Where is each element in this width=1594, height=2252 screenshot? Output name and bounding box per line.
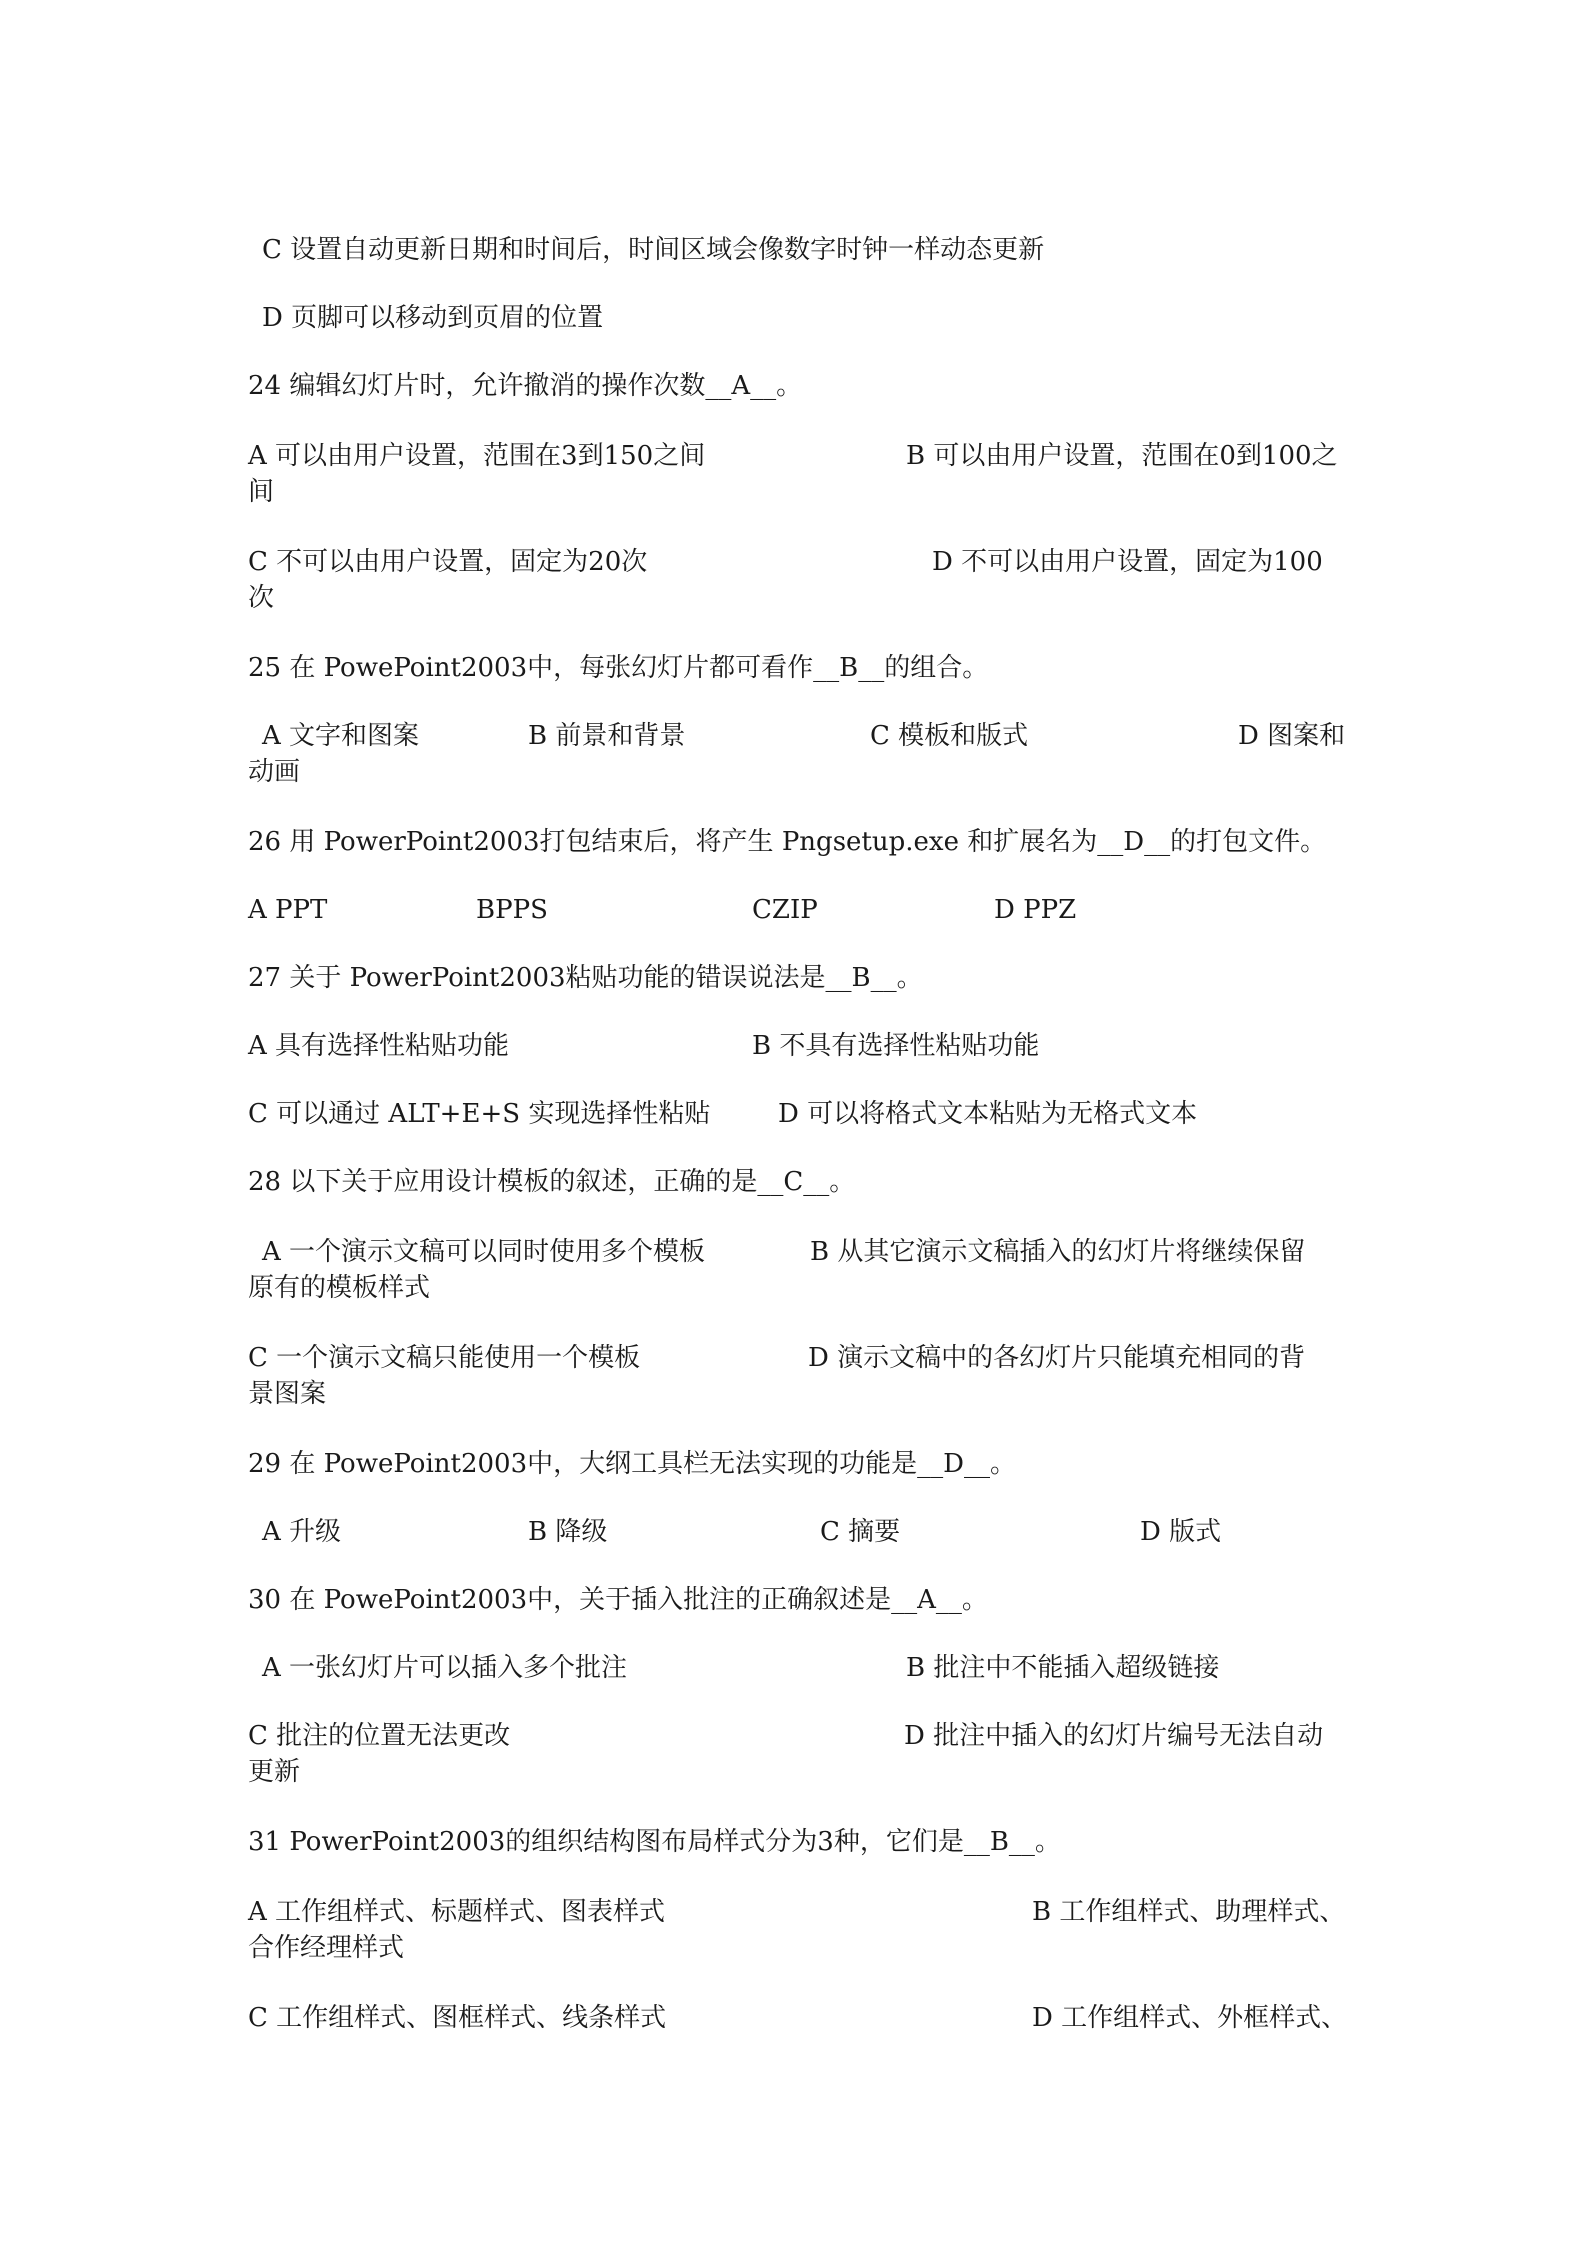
q28-option-b: B 从其它演示文稿插入的幻灯片将继续保留	[810, 1237, 1306, 1267]
q26-option-d: D PPZ	[994, 895, 1077, 925]
q30-option-c: C 批注的位置无法更改	[248, 1721, 511, 1751]
q25-option-d-wrap: 动画	[248, 757, 301, 787]
q27-stem: 27 关于 PowerPoint2003粘贴功能的错误说法是__B__。	[248, 963, 923, 993]
q28-option-c: C 一个演示文稿只能使用一个模板	[248, 1343, 641, 1373]
q30-option-d: D 批注中插入的幻灯片编号无法自动	[904, 1721, 1324, 1751]
q24-option-a: A 可以由用户设置，范围在3到150之间	[248, 441, 706, 471]
q25-stem: 25 在 PowePoint2003中，每张幻灯片都可看作__B__的组合。	[248, 653, 989, 683]
q30-option-d-wrap: 更新	[248, 1757, 301, 1787]
q31-option-b-wrap: 合作经理样式	[248, 1933, 405, 1963]
q27-option-b: B 不具有选择性粘贴功能	[752, 1031, 1040, 1061]
q23-option-c: C 设置自动更新日期和时间后，时间区域会像数字时钟一样动态更新	[262, 235, 1045, 265]
q23-option-d: D 页脚可以移动到页眉的位置	[262, 303, 604, 333]
q24-stem: 24 编辑幻灯片时，允许撤消的操作次数__A__。	[248, 371, 803, 401]
q30-option-b: B 批注中不能插入超级链接	[906, 1653, 1220, 1683]
q28-option-a: A 一个演示文稿可以同时使用多个模板	[262, 1237, 706, 1267]
q26-option-a: A PPT	[248, 895, 328, 925]
q28-option-b-wrap: 原有的模板样式	[248, 1273, 431, 1303]
q30-option-a: A 一张幻灯片可以插入多个批注	[262, 1653, 628, 1683]
q29-option-d: D 版式	[1140, 1517, 1222, 1547]
q24-option-b: B 可以由用户设置，范围在0到100之	[906, 441, 1338, 471]
q24-option-b-wrap: 间	[248, 477, 275, 507]
q28-stem: 28 以下关于应用设计模板的叙述，正确的是__C__。	[248, 1167, 856, 1197]
q24-option-d-wrap: 次	[248, 583, 275, 613]
q26-stem: 26 用 PowerPoint2003打包结束后，将产生 Pngsetup.exe 和扩展名为__D__的打包文件。	[248, 827, 1327, 857]
q26-option-c: CZIP	[752, 895, 818, 925]
q29-option-b: B 降级	[528, 1517, 608, 1547]
q25-option-d: D 图案和	[1238, 721, 1346, 751]
q27-option-a: A 具有选择性粘贴功能	[248, 1031, 510, 1061]
q31-stem: 31 PowerPoint2003的组织结构图布局样式分为3种，它们是__B__。	[248, 1827, 1061, 1857]
q25-option-c: C 模板和版式	[870, 721, 1029, 751]
q29-option-c: C 摘要	[820, 1517, 901, 1547]
q29-option-a: A 升级	[262, 1517, 342, 1547]
q24-option-c: C 不可以由用户设置，固定为20次	[248, 547, 648, 577]
q24-option-d: D 不可以由用户设置，固定为100	[932, 547, 1323, 577]
q25-option-b: B 前景和背景	[528, 721, 686, 751]
q31-option-c: C 工作组样式、图框样式、线条样式	[248, 2003, 667, 2033]
q27-option-d: D 可以将格式文本粘贴为无格式文本	[778, 1099, 1198, 1129]
q28-option-d: D 演示文稿中的各幻灯片只能填充相同的背	[808, 1343, 1306, 1373]
q27-option-c: C 可以通过 ALT+E+S 实现选择性粘贴	[248, 1099, 711, 1129]
q25-option-a: A 文字和图案	[262, 721, 420, 751]
q29-stem: 29 在 PowePoint2003中，大纲工具栏无法实现的功能是__D__。	[248, 1449, 1016, 1479]
q31-option-a: A 工作组样式、标题样式、图表样式	[248, 1897, 666, 1927]
q31-option-d: D 工作组样式、外框样式、	[1032, 2003, 1348, 2033]
q28-option-d-wrap: 景图案	[248, 1379, 327, 1409]
q26-option-b: BPPS	[476, 895, 548, 925]
q30-stem: 30 在 PowePoint2003中，关于插入批注的正确叙述是__A__。	[248, 1585, 988, 1615]
q31-option-b: B 工作组样式、助理样式、	[1032, 1897, 1346, 1927]
